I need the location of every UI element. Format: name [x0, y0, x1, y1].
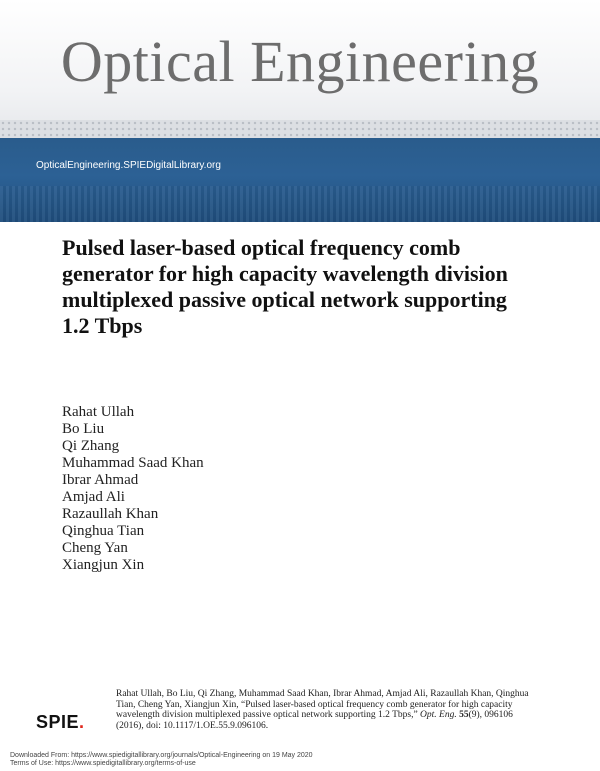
author-name: Cheng Yan	[62, 540, 128, 556]
journal-masthead	[0, 0, 600, 130]
journal-site-url[interactable]: OpticalEngineering.SPIEDigitalLibrary.org	[36, 160, 221, 171]
author-name: Ibrar Ahmad	[62, 472, 139, 488]
citation-block	[116, 689, 536, 731]
downloaded-from-link[interactable]: Downloaded From: https://www.spiedigitallibrary.org/journals/Optical-Engineering on 19 May 2020	[10, 752, 313, 759]
citation-details: (9), 096106 (2016), doi: 10.1117/1.OE.55.9.096106.	[116, 710, 513, 731]
terms-of-use-link[interactable]: Terms of Use: https://www.spiedigitallibrary.org/terms-of-use	[10, 760, 196, 767]
author-name: Rahat Ullah	[62, 404, 135, 420]
author-name: Razaullah Khan	[62, 506, 159, 522]
spie-logo	[36, 712, 85, 733]
citation-volume: 55	[459, 710, 469, 720]
author-name: Muhammad Saad Khan	[62, 455, 204, 471]
dotted-divider	[0, 120, 600, 138]
spie-logo-text: SPIE	[36, 712, 80, 732]
citation-journal: Opt. Eng.	[420, 710, 457, 720]
author-name: Bo Liu	[62, 421, 105, 437]
author-name: Qinghua Tian	[62, 523, 145, 539]
citation-text: Rahat Ullah, Bo Liu, Qi Zhang, Muhammad Saad Khan, Ibrar Ahmad, Amjad Ali, Razaullah Khan, Qinghua Tian, Cheng Yan, Xiangjun Xin, “Pulsed laser-based optical frequency comb generator for high capacity wavelength division multiplexed passive optical network supporting 1.2 Tbps,”	[116, 689, 529, 720]
author-list	[62, 404, 204, 574]
download-note	[10, 752, 313, 768]
author-name: Qi Zhang	[62, 438, 120, 454]
spie-logo-dot: .	[79, 712, 85, 732]
header-band	[0, 138, 600, 222]
journal-title: Optical Engineering	[60, 29, 540, 94]
author-name: Xiangjun Xin	[62, 557, 145, 573]
paper-title: Pulsed laser-based optical frequency comb generator for high capacity wavelength division multiplexed passive optical network supporting 1.2 Tbps	[62, 235, 508, 338]
header-band-texture	[0, 186, 600, 222]
author-name: Amjad Ali	[62, 489, 125, 505]
